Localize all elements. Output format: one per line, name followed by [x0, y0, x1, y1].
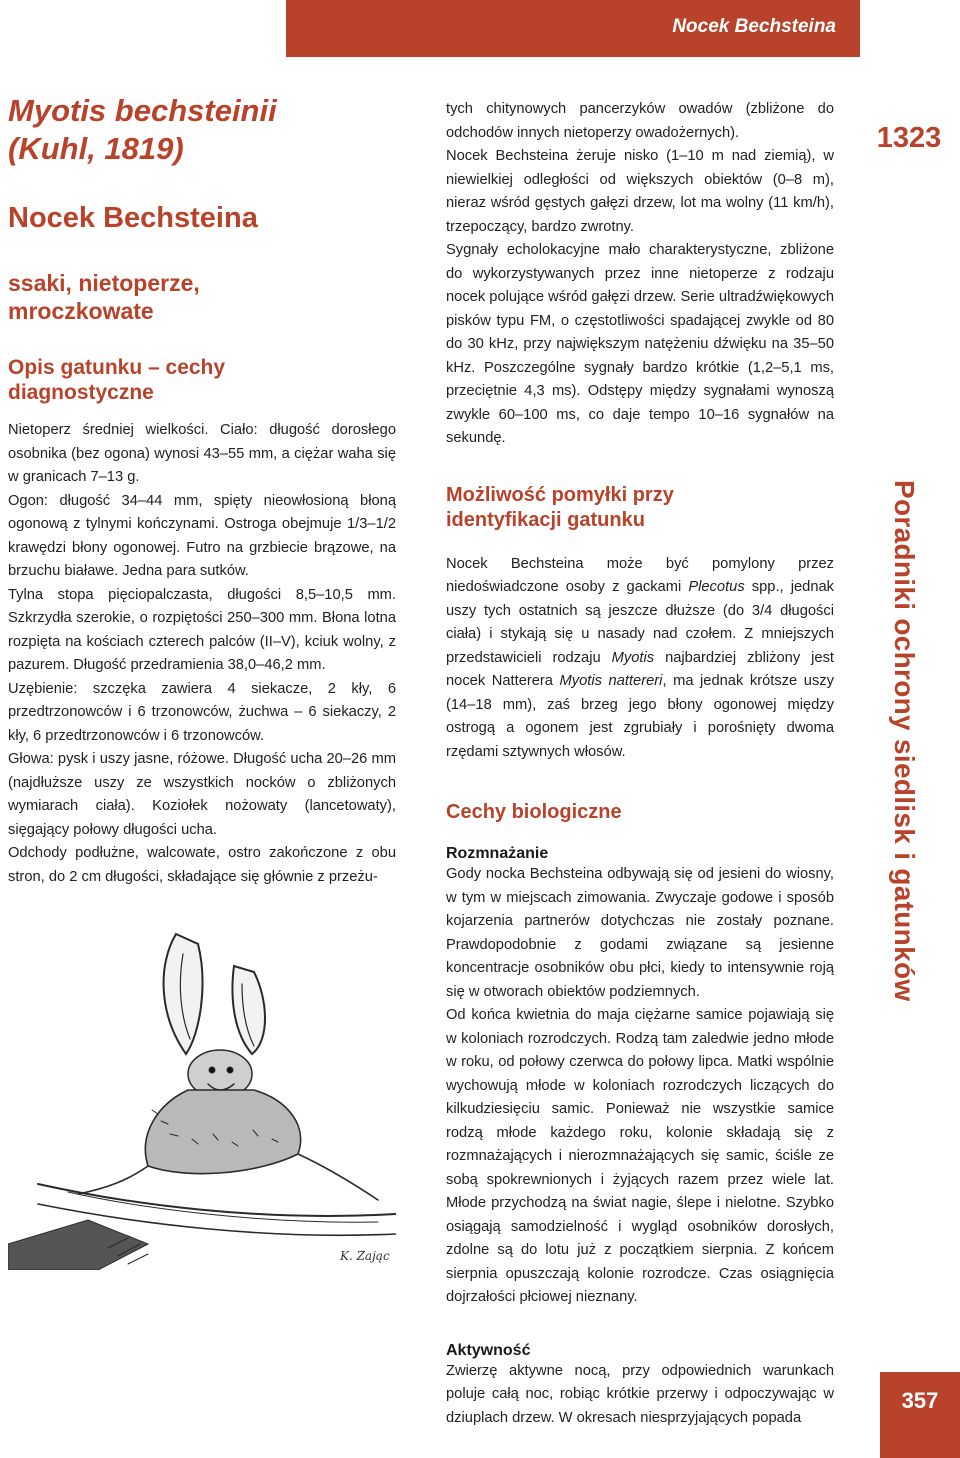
mozliwosc-species-nattereri: Myotis nattereri: [559, 673, 663, 689]
intro-paragraph: Sygnały echolokacyjne mało charakterystyczne, zbliżone do wykorzystywanych przez inne nietoperze z rodzaju nocek polujące wśród gałęzi drzew. Serie ultradźwiękowych pisków typu FM, o częstotliwości spadającej zwykle od 80 do 30 kHz, przy największym natężeniu dźwięku na 35–50 kHz. Poszczególne sygnały bardzo krótkie (1,2–5,1 ms, przeciętnie 4,3 ms). Odstępy między sygnałami wynoszą zwykle 60–100 ms, co daje tempo 10–16 sygnałów na sekundę.: [446, 242, 834, 446]
mozliwosc-heading: [446, 483, 834, 533]
intro-paragraph: tych chitynowych pancerzyków owadów (zbliżone do odchodów innych nietoperzy owadożernych).: [446, 101, 834, 141]
illustration-signature: K. Zając: [340, 1249, 390, 1263]
species-number: 1323: [876, 122, 942, 154]
series-title-vertical: Poradniki ochrony siedlisk i gatunków: [889, 480, 920, 1002]
scientific-name-text: Myotis bechsteinii: [8, 93, 277, 128]
opis-heading-line1: Opis gatunku – cechy: [8, 356, 226, 379]
mozliwosc-text-1: Nocek Bechsteina może być pomylony przez niedoświadczone osoby z gackami: [446, 555, 834, 595]
rozmnazanie-paragraph: Od końca kwietnia do maja ciężarne samice pojawiają się w koloniach rozrodczych. Rodzą tam zaledwie jedno młode w roku, od połowy czerwca do połowy lipca. Matki wspólnie wychowują młode w koloniach rozrodczych liczących do kilkudziesięciu samic. Ponieważ nie wszystkie samice rodzą młode każdego roku, kolonie składają się z rozmnażających i nierozmnażających się samic, ściśle ze sobą spokrewnionych i żyjących razem przez wiele lat. Młode przychodzą na świat nagie, ślepe i nielotne. Szybko osiągają samodzielność i wygląd osobników dorosłych, zdolne są do lotu już z początkiem sierpnia. Z końcem sierpnia opuszczają kolonie rozrodcze. Czas osiągnięcia dojrzałości płciowej nieznany.: [446, 1007, 834, 1305]
opis-paragraph: Uzębienie: szczęka zawiera 4 siekacze, 2 kły, 6 przedtrzonowców i 6 trzonowców, żuchwa – 6 siekaczy, 2 kły, 6 przedtrzonowców i 6 trzonowców.: [8, 680, 396, 744]
cechy-heading: Cechy biologiczne: [446, 801, 622, 823]
aktywnosc-heading: Aktywność: [446, 1341, 531, 1359]
mozliwosc-text-2: spp., jednak uszy tych ostatnich są jeszcze dłuższe (do 3/4 długości ciała) i stykają się u nasady nad czołem. Z mniejszych przedstawicieli rodzaju: [446, 579, 834, 666]
scientific-name: [8, 92, 396, 168]
polish-name: Nocek Bechsteina: [8, 202, 258, 234]
opis-heading-line2: diagnostyczne: [8, 381, 154, 404]
opis-paragraph: Ogon: długość 34–44 mm, spięty nieowłosioną błoną ogonową z tylnymi kończynami. Ostroga obejmuje 1/3–1/2 krawędzi błony ogonowej. Futro na grzbiecie brązowe, na brzuchu białawe. Jedna para sutków.: [8, 492, 396, 579]
opis-paragraph: Głowa: pysk i uszy jasne, różowe. Długość ucha 20–26 mm (najdłuższe uszy ze wszystkich nocków o zbliżonych wymiarach ciała). Koziołek nożowaty (lancetowaty), sięgający połowy długości ucha.: [8, 751, 396, 838]
bat-illustration: [8, 904, 396, 1270]
left-column: [8, 92, 396, 889]
header-title: Nocek Bechsteina: [672, 16, 836, 37]
taxonomy-line2: mroczkowate: [8, 298, 154, 324]
mozliwosc-heading-line2: identyfikacji gatunku: [446, 508, 645, 531]
page-number-box: [880, 1372, 960, 1458]
species-author: (Kuhl, 1819): [8, 131, 184, 166]
opis-paragraph: Odchody podłużne, walcowate, ostro zakończone z obu stron, do 2 cm długości, składające się głównie z przeżu-: [8, 845, 396, 885]
opis-paragraph: Nietoperz średniej wielkości. Ciało: długość dorosłego osobnika (bez ogona) wynosi 43–55 mm, a ciężar waha się w granicach 7–13 g.: [8, 422, 396, 485]
rozmnazanie-paragraph: Gody nocka Bechsteina odbywają się od jesieni do wiosny, w tym w miejscach zimowania. Zwyczaje godowe i sposób kojarzenia partnerów dotychczas nie zostały poznane. Prawdopodobnie z godami związane są jesienne koncentracje osobników obu płci, kiedy to intensywnie roją się w otworach obiektów podziemnych.: [446, 866, 834, 1000]
mozliwosc-paragraph: [446, 553, 834, 765]
rozmnazanie-heading: Rozmnażanie: [446, 845, 549, 862]
header-bar: [286, 0, 860, 57]
mozliwosc-heading-line1: Możliwość pomyłki przy: [446, 483, 674, 506]
mozliwosc-genus-plecotus: Plecotus: [688, 579, 745, 595]
mozliwosc-genus-myotis: Myotis: [611, 649, 655, 666]
page-number: 357: [901, 1388, 939, 1413]
taxonomy: [8, 269, 396, 325]
intro-paragraph: Nocek Bechsteina żeruje nisko (1–10 m nad ziemią), w niewielkiej odległości od większych obiektów (0–8 m), nieraz wśród gęstych gałęzi drzew, lot ma wolny (11 km/h), trzepoczący, bardzo zwrotny.: [446, 148, 834, 235]
mozliwosc-text-4: , ma jednak krótsze uszy (14–18 mm), zaś brzeg jego błony ogonowej między ostrogą a ogonem jest zgrubiały i porośnięty dwoma rzędami sztywnych włosów.: [446, 673, 834, 760]
aktywnosc-paragraph: Zwierzę aktywne nocą, przy odpowiednich warunkach poluje całą noc, robiąc krótkie przerwy i odpoczywając w dziuplach drzew. W okresach niesprzyjających popada: [446, 1362, 834, 1426]
taxonomy-line1: ssaki, nietoperze,: [8, 270, 200, 296]
mozliwosc-text-3: najbardziej zbliżony jest nocek Natterera: [446, 649, 834, 689]
right-column: [446, 98, 834, 1430]
opis-paragraph: Tylna stopa pięciopalczasta, długości 8,5–10,5 mm. Szkrzydła szerokie, o rozpiętości 250–300 mm. Błona lotna rozpięta na kościach czterech palców (II–V), kciuk wolny, z pazurem. Długość przedramienia 38,0–46,2 mm.: [8, 586, 396, 673]
opis-heading: [8, 355, 396, 405]
